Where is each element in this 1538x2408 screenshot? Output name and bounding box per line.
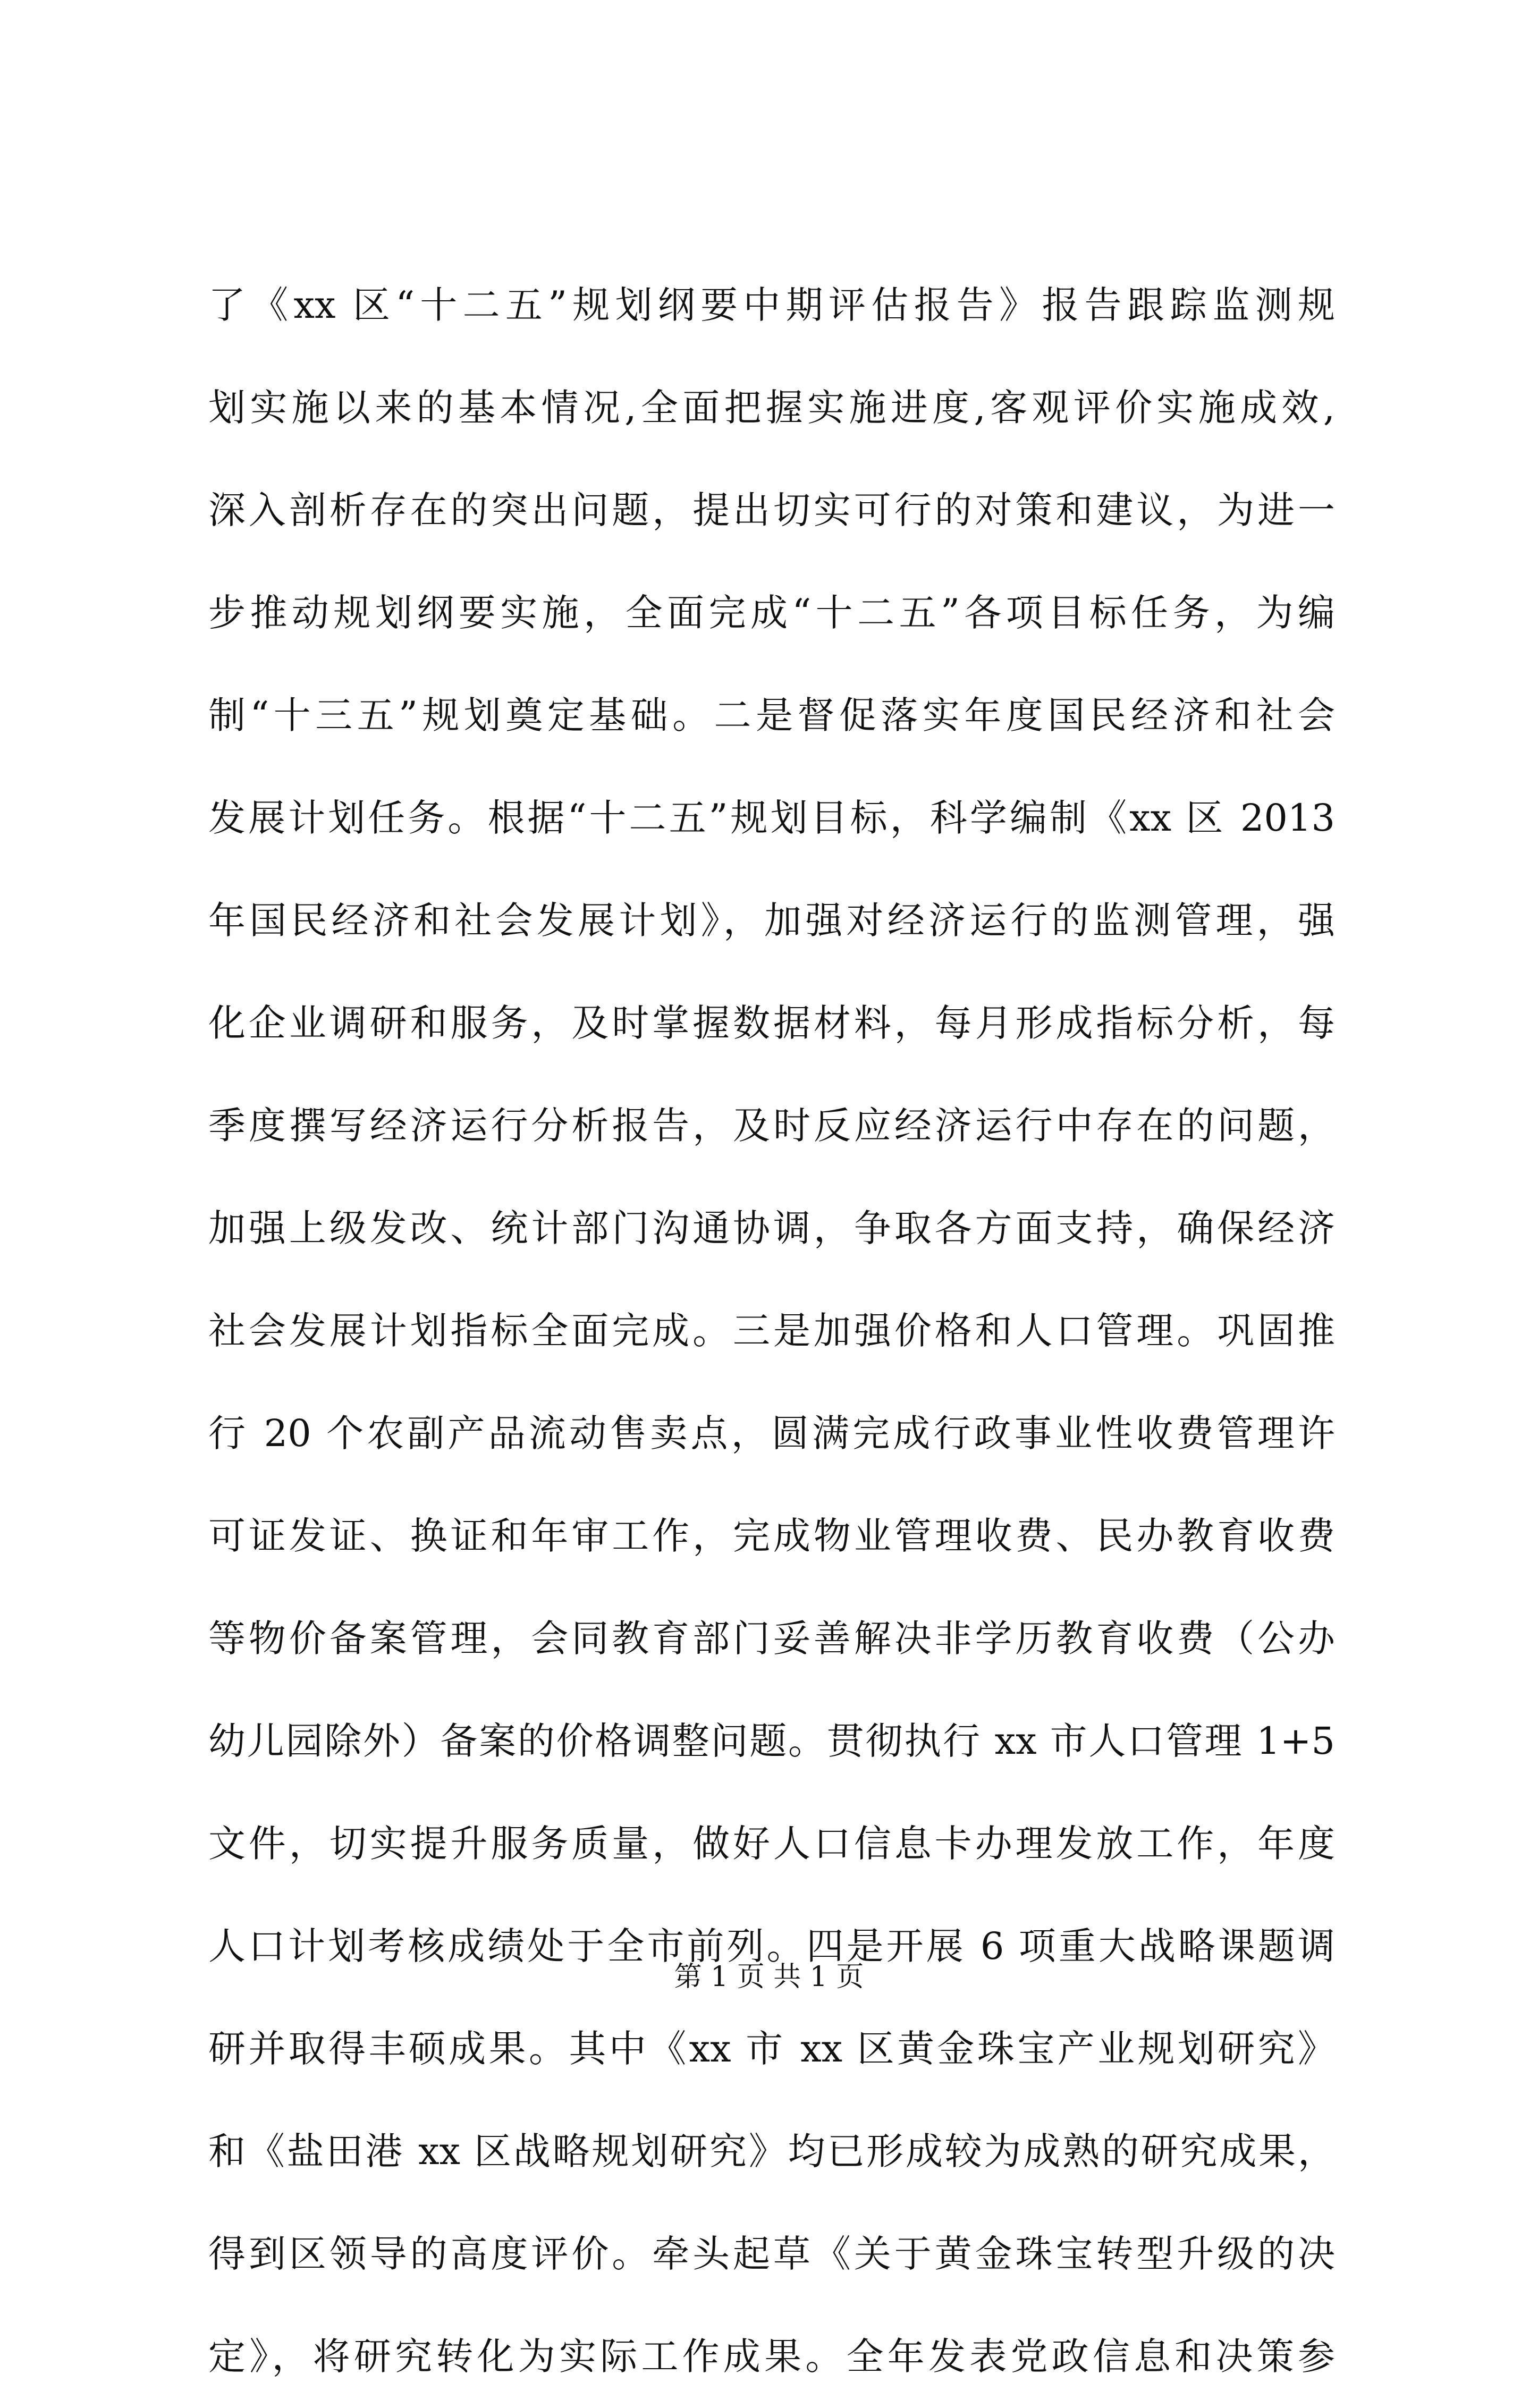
text-line: 幼儿园除外）备案的价格调整问题。贯彻执行 xx 市人口管理 1+5 [208, 1719, 1335, 1763]
body-text [208, 254, 1335, 2408]
text-line: 研并取得丰硕成果。其中《xx 市 xx 区黄金珠宝产业规划研究》 [208, 2027, 1335, 2071]
text-line: 年国民经济和社会发展计划》，加强对经济运行的监测管理，强 [208, 899, 1335, 942]
text-line: 人口计划考核成绩处于全市前列。四是开展 6 项重大战略课题调 [208, 1924, 1335, 1968]
text-line: 等物价备案管理，会同教育部门妥善解决非学历教育收费（公办 [208, 1617, 1335, 1660]
page-footer: 第 1 页 共 1 页 [674, 1961, 864, 1993]
text-line: 定》，将研究转化为实际工作成果。全年发表党政信息和决策参 [208, 2335, 1335, 2378]
text-line: 加强上级发改、统计部门沟通协调，争取各方面支持，确保经济 [208, 1206, 1335, 1250]
text-line: 制“十三五”规划奠定基础。二是督促落实年度国民经济和社会 [208, 694, 1335, 737]
text-line: 文件，切实提升服务质量，做好人口信息卡办理发放工作，年度 [208, 1822, 1335, 1865]
text-line: 了《xx 区“十二五”规划纲要中期评估报告》报告跟踪监测规 [208, 283, 1335, 327]
text-line: 和《盐田港 xx 区战略规划研究》均已形成较为成熟的研究成果， [208, 2130, 1335, 2173]
text-line: 深入剖析存在的突出问题，提出切实可行的对策和建议，为进一 [208, 488, 1335, 532]
text-line: 步推动规划纲要实施，全面完成“十二五”各项目标任务，为编 [208, 591, 1335, 635]
text-line: 发展计划任务。根据“十二五”规划目标，科学编制《xx 区 2013 [208, 796, 1335, 840]
text-line: 行 20 个农副产品流动售卖点，圆满完成行政事业性收费管理许 [208, 1412, 1335, 1455]
text-line: 得到区领导的高度评价。牵头起草《关于黄金珠宝转型升级的决 [208, 2232, 1335, 2276]
text-line: 划实施以来的基本情况,全面把握实施进度,客观评价实施成效, [208, 386, 1335, 429]
text-line: 可证发证、换证和年审工作，完成物业管理收费、民办教育收费 [208, 1514, 1335, 1558]
text-line: 季度撰写经济运行分析报告，及时反应经济运行中存在的问题， [208, 1104, 1335, 1147]
text-line: 化企业调研和服务，及时掌握数据材料，每月形成指标分析，每 [208, 1001, 1335, 1045]
text-line: 社会发展计划指标全面完成。三是加强价格和人口管理。巩固推 [208, 1309, 1335, 1353]
